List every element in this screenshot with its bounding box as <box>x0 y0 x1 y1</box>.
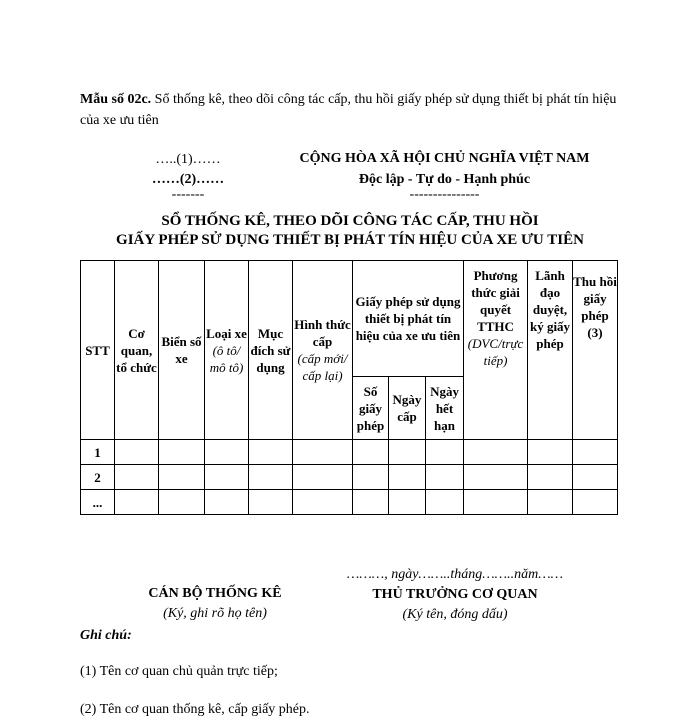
col-issue-date: Ngày cấp <box>389 377 426 440</box>
col-stt: STT <box>81 261 115 440</box>
table-cell <box>159 440 205 465</box>
statistician-title: CÁN BỘ THỐNG KÊ <box>148 586 282 601</box>
col-method-label: Phương thức giải quyết TTHC <box>471 268 520 334</box>
table-cell <box>426 465 464 490</box>
table-cell <box>205 490 249 515</box>
col-type-label: Loại xe <box>206 325 247 341</box>
table-cell <box>389 440 426 465</box>
agency-divider: ------- <box>171 187 205 202</box>
table-cell <box>528 465 573 490</box>
col-permit-number: Số giấy phép <box>353 377 389 440</box>
col-agency: Cơ quan, tổ chức <box>115 261 159 440</box>
col-revoke: Thu hồi giấy phép (3) <box>573 261 618 440</box>
table-cell <box>249 440 293 465</box>
table-cell <box>573 440 618 465</box>
title-line-2: GIẤY PHÉP SỬ DỤNG THIẾT BỊ PHÁT TÍN HIỆU CỦA XE ƯU TIÊN <box>116 232 584 248</box>
table-cell <box>159 490 205 515</box>
form-description: Sổ thống kê, theo dõi công tác cấp, thu hồi giấy phép sử dụng thiết bị phát tín hiệu của xe ưu tiên <box>80 92 617 128</box>
col-permit-group: Giấy phép sử dụng thiết bị phát tín hiệu của xe ưu tiên <box>353 261 464 377</box>
national-motto: Độc lập - Tự do - Hạnh phúc <box>358 172 531 187</box>
table-cell <box>464 465 528 490</box>
document-title <box>80 212 620 250</box>
table-cell <box>159 465 205 490</box>
col-form <box>293 261 353 440</box>
table-cell <box>249 465 293 490</box>
table-cell <box>464 490 528 515</box>
statistician-signature <box>120 584 310 624</box>
col-type-note: (ô tô/ mô tô) <box>209 342 244 375</box>
table-cell <box>528 440 573 465</box>
agency-placeholder: ……(2)…… <box>151 172 225 187</box>
table-cell <box>293 440 353 465</box>
table-row <box>81 490 618 515</box>
parent-agency-placeholder: …..(1)…… <box>155 152 221 167</box>
date-line: ………, ngày……..tháng……..năm…… <box>346 567 564 582</box>
table-cell <box>115 490 159 515</box>
agency-header <box>128 150 248 200</box>
table-cell <box>293 465 353 490</box>
head-title: THỦ TRƯỞNG CƠ QUAN <box>372 587 538 602</box>
form-number: Mẫu số 02c. <box>80 92 152 107</box>
table-cell <box>573 465 618 490</box>
col-method-note: (DVC/trực tiếp) <box>467 336 524 368</box>
col-approver: Lãnh đạo duyệt, ký giấy phép <box>528 261 573 440</box>
nation-name: CỘNG HÒA XÃ HỘI CHỦ NGHĨA VIỆT NAM <box>299 151 590 166</box>
head-note: (Ký tên, đóng dấu) <box>402 607 508 622</box>
head-signature <box>330 565 580 625</box>
col-plate: Biển số xe <box>159 261 205 440</box>
table-cell <box>249 490 293 515</box>
col-form-label: Hình thức cấp <box>294 317 351 349</box>
col-type <box>205 261 249 440</box>
col-form-note: (cấp mới/ cấp lại) <box>297 351 348 383</box>
table-cell <box>115 440 159 465</box>
statistician-note: (Ký, ghi rõ họ tên) <box>163 606 267 621</box>
table-cell <box>464 440 528 465</box>
table-cell <box>389 465 426 490</box>
table-cell <box>353 440 389 465</box>
table-cell <box>426 440 464 465</box>
table-cell <box>205 440 249 465</box>
table-cell <box>353 490 389 515</box>
table-cell <box>528 490 573 515</box>
motto-divider: --------------- <box>409 187 480 202</box>
table-cell <box>205 465 249 490</box>
table-header-row <box>81 261 618 377</box>
table-cell <box>353 465 389 490</box>
table-row <box>81 440 618 465</box>
table-cell <box>389 490 426 515</box>
note-item-2: (2) Tên cơ quan thống kê, cấp giấy phép. <box>80 702 310 717</box>
table-cell <box>426 490 464 515</box>
table-row <box>81 465 618 490</box>
title-line-1: SỔ THỐNG KÊ, THEO DÕI CÔNG TÁC CẤP, THU HỒI <box>161 213 539 229</box>
form-intro <box>80 89 620 131</box>
table-cell <box>573 490 618 515</box>
table-cell <box>115 465 159 490</box>
note-item-1: (1) Tên cơ quan chủ quản trực tiếp; <box>80 664 278 679</box>
row-number: 2 <box>81 465 115 490</box>
row-number: 1 <box>81 440 115 465</box>
national-header <box>282 148 607 200</box>
col-method <box>464 261 528 440</box>
col-expiry-date: Ngày hết hạn <box>426 377 464 440</box>
statistics-table <box>80 260 618 515</box>
table-cell <box>293 490 353 515</box>
col-purpose: Mục đích sử dụng <box>249 261 293 440</box>
row-number: ... <box>81 490 115 515</box>
notes-heading: Ghi chú: <box>80 628 132 643</box>
notes-section <box>80 626 640 720</box>
